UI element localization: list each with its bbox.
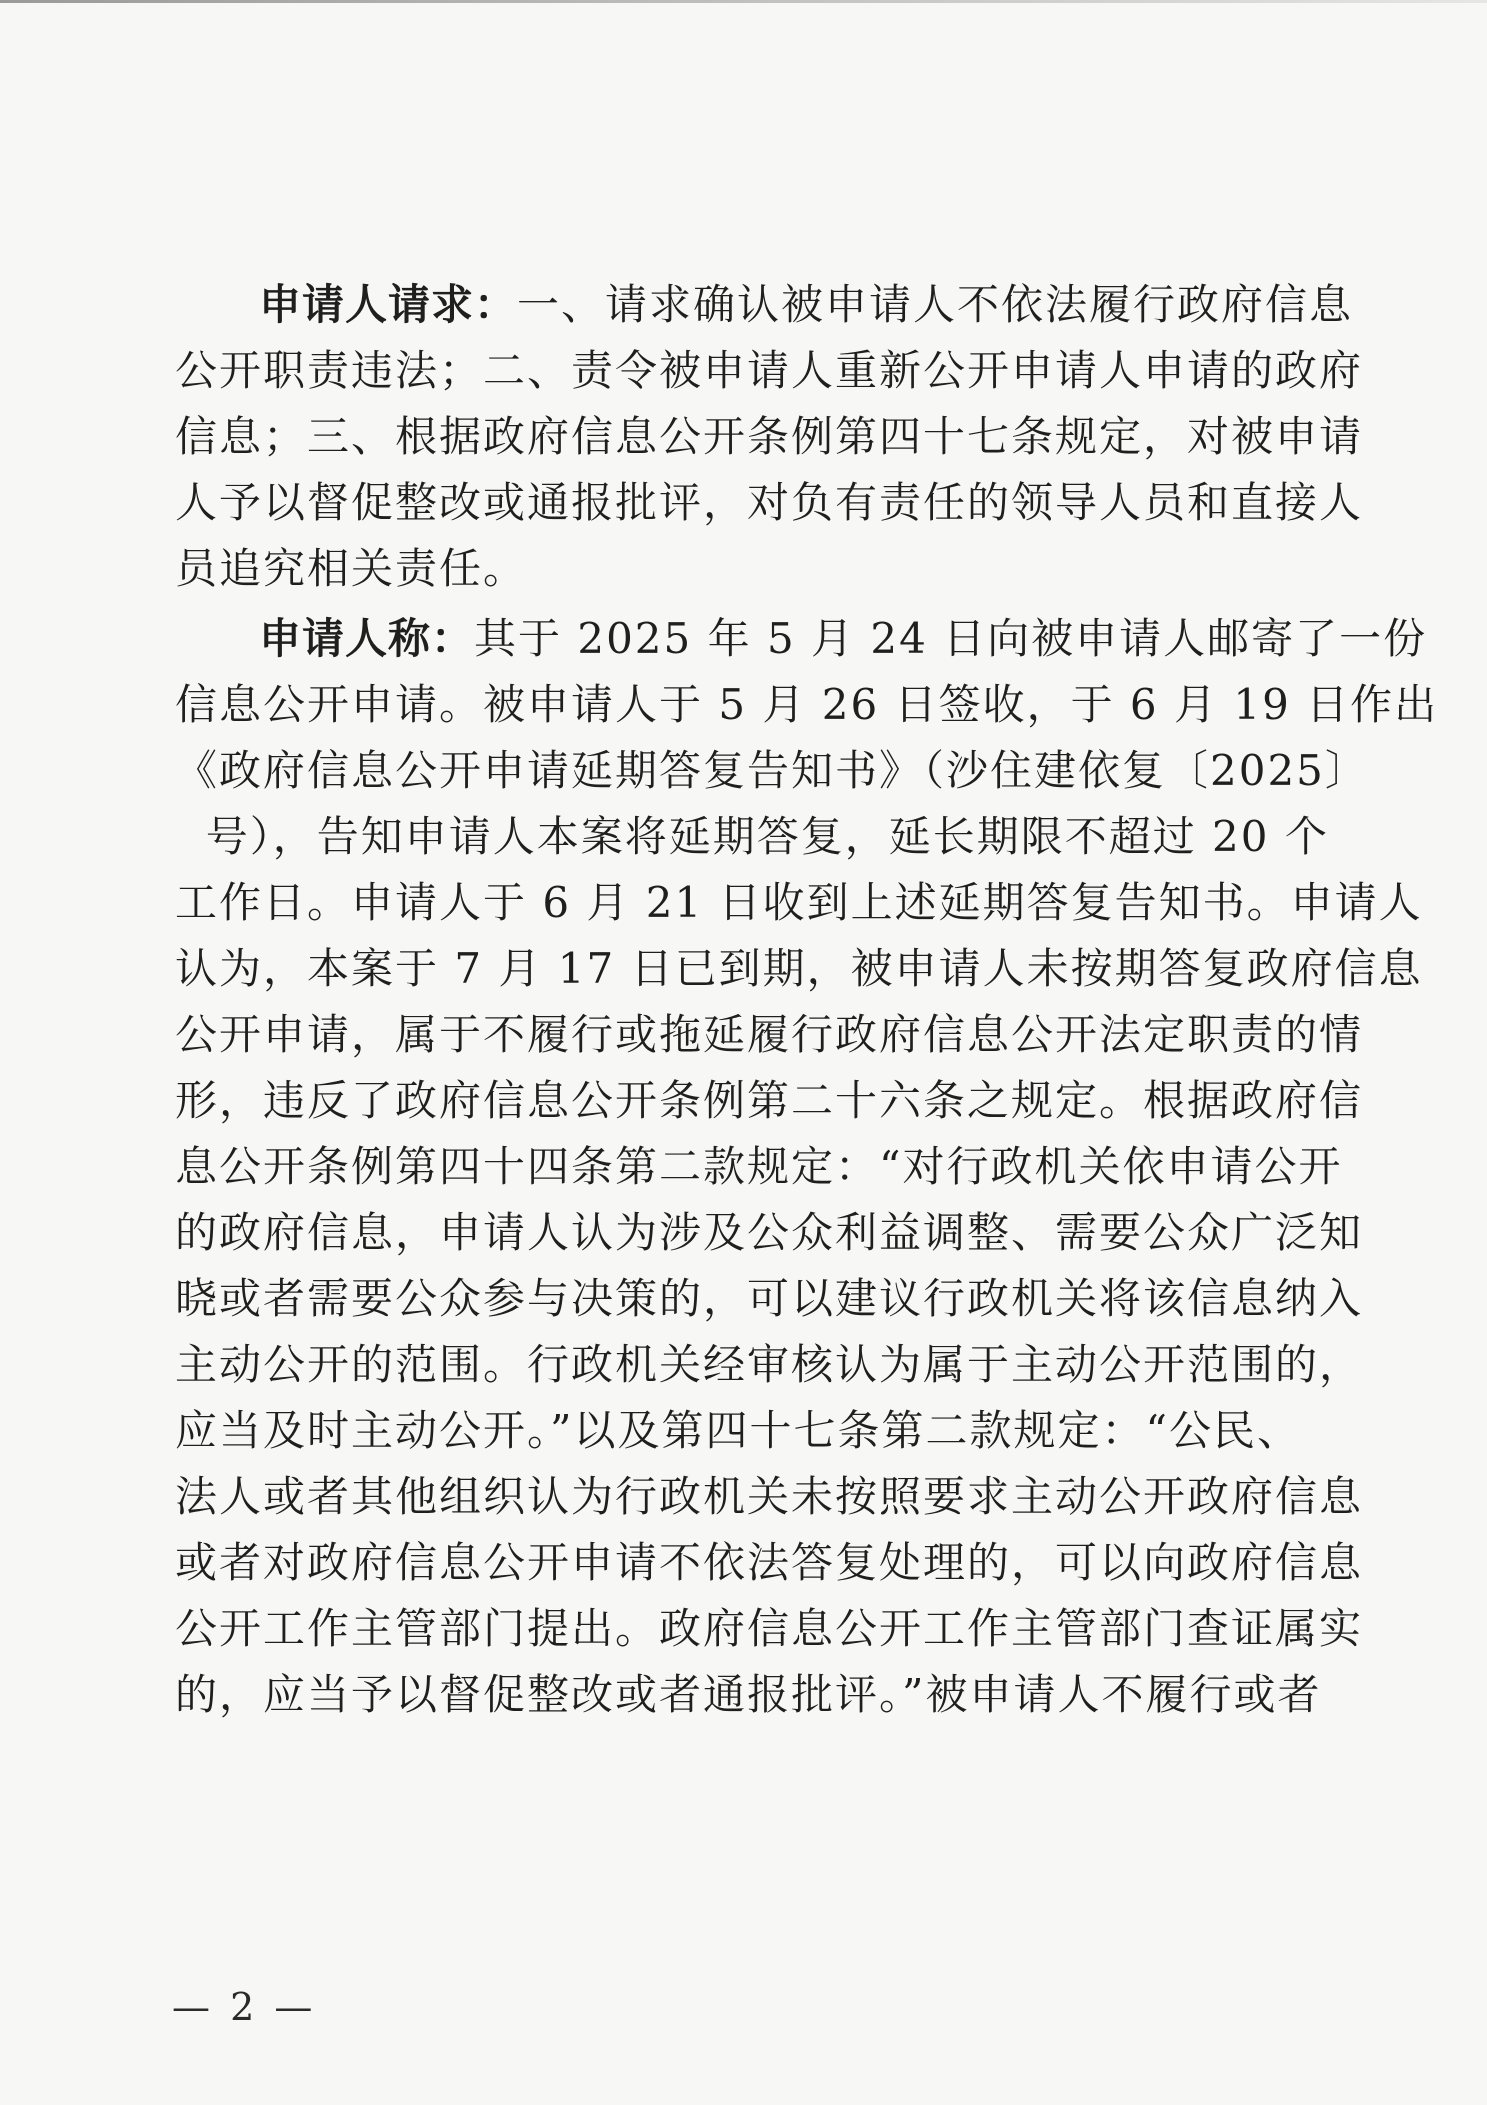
- claim-line-11: 晓或者需要公众参与决策的，可以建议行政机关将该信息纳入: [175, 1274, 1364, 1323]
- claim-line-12: 主动公开的范围。行政机关经审核认为属于主动公开范围的，: [175, 1340, 1364, 1389]
- claim-line-17: 的，应当予以督促整改或者通报批评。”被申请人不履行或者: [175, 1670, 1322, 1719]
- request-line-5: 员追究相关责任。: [175, 544, 528, 593]
- claim-line-6: 认为，本案于 7 月 17 日已到期，被申请人未按期答复政府信息: [175, 944, 1423, 993]
- claim-paragraph: [175, 606, 1439, 1728]
- page-top-edge: [0, 0, 1487, 3]
- claim-line-4: 号），告知申请人本案将延期答复，延长期限不超过 20 个: [175, 812, 1329, 861]
- claim-line-9: 息公开条例第四十四条第二款规定：“对行政机关依申请公开: [175, 1142, 1343, 1191]
- claim-line-15: 或者对政府信息公开申请不依法答复处理的，可以向政府信息: [175, 1538, 1364, 1587]
- request-line-2: 公开职责违法；二、责令被申请人重新公开申请人申请的政府: [175, 346, 1364, 395]
- claim-line-2: 信息公开申请。被申请人于 5 月 26 日签收，于 6 月 19 日作出: [175, 680, 1439, 729]
- claim-line-14: 法人或者其他组织认为行政机关未按照要求主动公开政府信息: [175, 1472, 1364, 1521]
- claim-line-8: 形，违反了政府信息公开条例第二十六条之规定。根据政府信: [175, 1076, 1364, 1125]
- claim-line-3: 《政府信息公开申请延期答复告知书》（沙住建依复〔2025〕: [175, 746, 1369, 795]
- request-label: 申请人请求：: [259, 280, 518, 329]
- claim-line-16: 公开工作主管部门提出。政府信息公开工作主管部门查证属实: [175, 1604, 1364, 1653]
- claim-line-1: 申请人称：其于 2025 年 5 月 24 日向被申请人邮寄了一份: [259, 614, 1428, 663]
- request-paragraph: [175, 272, 1364, 602]
- request-line-3: 信息；三、根据政府信息公开条例第四十七条规定，对被申请: [175, 412, 1364, 461]
- claim-line-5: 工作日。申请人于 6 月 21 日收到上述延期答复告知书。申请人: [175, 878, 1423, 927]
- document-body: [175, 272, 1439, 1732]
- page-number: — 2 —: [172, 1985, 317, 2029]
- request-line-4: 人予以督促整改或通报批评，对负有责任的领导人员和直接人: [175, 478, 1364, 527]
- claim-line-7: 公开申请，属于不履行或拖延履行政府信息公开法定职责的情: [175, 1010, 1364, 1059]
- claim-label: 申请人称：: [259, 614, 475, 663]
- claim-line-13: 应当及时主动公开。”以及第四十七条第二款规定：“公民、: [175, 1406, 1301, 1455]
- request-line-1: 申请人请求：一、请求确认被申请人不依法履行政府信息: [259, 280, 1354, 329]
- claim-line-10: 的政府信息，申请人认为涉及公众利益调整、需要公众广泛知: [175, 1208, 1364, 1257]
